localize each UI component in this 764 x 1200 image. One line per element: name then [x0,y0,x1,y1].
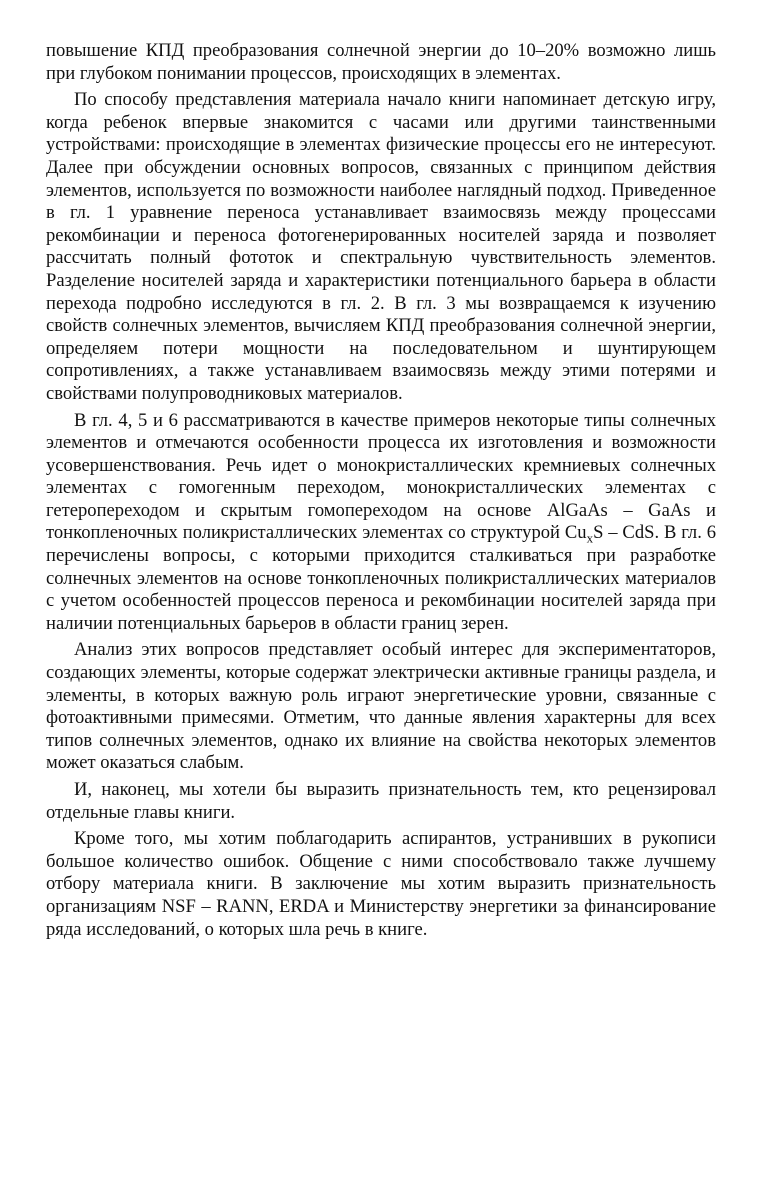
paragraph-cell-types-part2: S – CdS. В гл. 6 перечислены вопросы, с которыми приходится сталкиваться при разработке солнечных элементов на основе тонкопленочных поликристаллических материалов с учетом особенностей процессов переноса и рекомбинации носителей заряда при наличии потенциальных барьеров в области границ зерен. [46,522,716,634]
paragraph-continuation: повышение КПД преобразования солнечной энергии до 10–20% возможно лишь при глубоком понимании процессов, происходящих в элементах. [46,40,716,84]
paragraph-cell-types [46,410,716,636]
subscript-x: x [586,531,594,547]
paragraph-cell-types-part1: В гл. 4, 5 и 6 рассматриваются в качестве примеров некоторые типы солнечных элементов и отмечаются особенности процесса их изготовления и возможности усовершенствования. Речь идет о монокристаллических кремниевых солнечных элементах с гомогенным переходом, монокристаллических элементах с гетеропереходом и скрытым гомопереходом на основе AlGaAs – GaAs и тонкопленочных поликристаллических элементах со структурой Cu [46,409,716,544]
document-page [46,40,716,945]
paragraph-book-approach: По способу представления материала начало книги напоминает детскую игру, когда ребенок впервые знакомится с часами или другими таинственными устройствами: происходящие в элементах физические процессы его не интересуют. Далее при обсуждении основных вопросов, связанных с принципом действия элементов, используется по возможности наиболее наглядный подход. Приведенное в гл. 1 уравнение переноса устанавливает взаимосвязь между процессами рекомбинации и переноса фотогенерированных носителей заряда и позволяет рассчитать полный фототок и спектральную чувствительность элементов. Разделение носителей заряда и характеристики потенциального барьера в области перехода подробно исследуются в гл. 2. В гл. 3 мы возвращаемся к изучению свойств солнечных элементов, вычисляем КПД преобразования солнечной энергии, определяем потери мощности на последовательном и шунтирующем сопротивлениях, а также устанавливаем взаимосвязь между этими потерями и свойствами полупроводниковых материалов. [46,89,716,404]
paragraph-reviewers: И, наконец, мы хотели бы выразить признательность тем, кто рецензировал отдельные главы книги. [46,779,716,823]
paragraph-analysis: Анализ этих вопросов представляет особый интерес для экспериментаторов, создающих элементы, которые содержат электрически активные границы раздела, и элементы, в которых важную роль играют энергетические уровни, связанные с фотоактивными примесями. Отметим, что данные явления характерны для всех типов солнечных элементов, однако их влияние на свойства некоторых элементов может оказаться слабым. [46,639,716,774]
paragraph-acknowledgements: Кроме того, мы хотим поблагодарить аспирантов, устранивших в рукописи большое количество ошибок. Общение с ними способствовало также лучшему отбору материала книги. В заключение мы хотим выразить признательность организациям NSF – RANN, ERDA и Министерству энергетики за финансирование ряда исследований, о которых шла речь в книге. [46,828,716,940]
